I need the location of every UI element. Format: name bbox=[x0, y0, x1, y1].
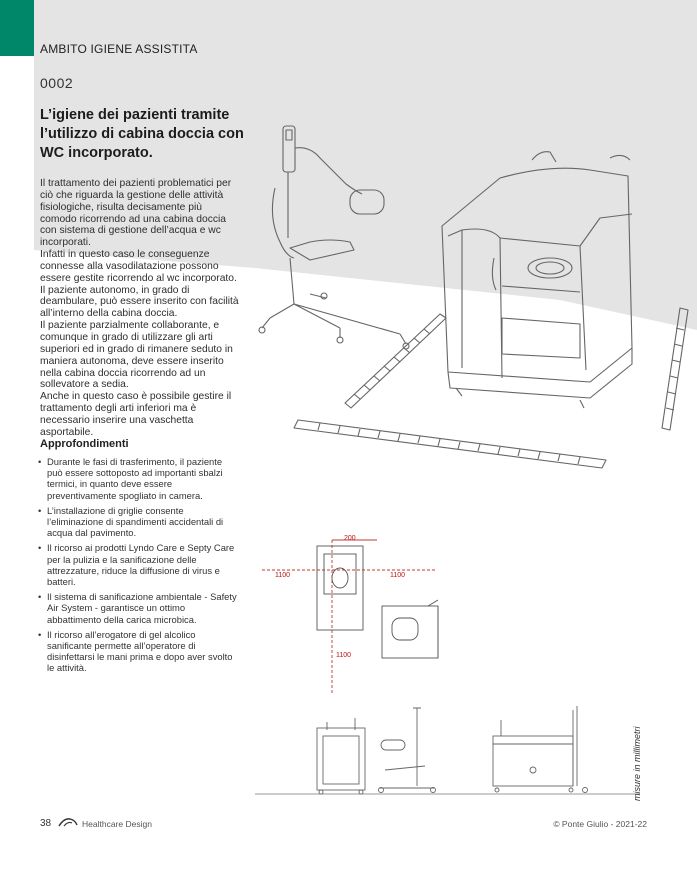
chair-lift-drawing bbox=[259, 126, 409, 349]
approfondimenti-list bbox=[38, 456, 238, 678]
elevation-drawings bbox=[255, 700, 645, 800]
dimension-right: 1100 bbox=[390, 572, 406, 579]
paragraph: Anche in questo caso è possibile gestire il trattamento degli arti inferiori ma è necessario inserire una vaschetta asportabile. bbox=[40, 391, 232, 438]
shower-cabin-drawing bbox=[442, 152, 632, 408]
section-label: AMBITO IGIENE ASSISTITA bbox=[40, 42, 198, 56]
drain-grid-left bbox=[345, 314, 446, 408]
floor-plan-drawing bbox=[262, 530, 452, 695]
list-item: • Il sistema di sanificazione ambientale - Safety Air System - garantisce un ottimo abbattimento della carica microbica. bbox=[38, 591, 237, 625]
list-item: • Il ricorso ai prodotti Lyndo Care e Septy Care per la pulizia e la sanificazione delle attrezzature, riduce la diffusione di virus e batteri. bbox=[38, 542, 235, 588]
paragraph: Il trattamento dei pazienti problematici per ciò che riguarda la gestione delle attività fisiologiche, risulta decisamente più comodo ricorrendo ad una cabina doccia con sistema di gestione dell’acqua e wc incorporati. bbox=[40, 178, 232, 249]
page-title: L’igiene dei pazienti tramite l’utilizzo di cabina doccia con WC incorporato. bbox=[40, 107, 244, 161]
main-text bbox=[40, 178, 240, 439]
paragraph: Il paziente autonomo, in grado di deambulare, può essere inserito con facilità all’interno della cabina doccia. bbox=[40, 284, 239, 320]
drain-grid-bottom bbox=[294, 420, 606, 468]
brand-logo-icon bbox=[58, 817, 78, 827]
section-color-tab bbox=[0, 0, 34, 56]
paragraph: Infatti in questo caso le conseguenze connesse alla vasodilatazione possono essere gestite ricorrendo al wc incorporato. bbox=[40, 249, 237, 284]
footer-copyright: © Ponte Giulio - 2021-22 bbox=[553, 819, 647, 829]
units-label: misure in millimetri bbox=[632, 726, 642, 801]
dimension-left: 1100 bbox=[275, 572, 291, 579]
paragraph: Il paziente parzialmente collaborante, e comunque in grado di utilizzare gli arti superiori ed in grado di rimanere seduto in maniera autonoma, deve essere inserito nella cabina doccia ricorrendo ad un sollevatore a sedia. bbox=[40, 320, 233, 391]
list-item: • Il ricorso all’erogatore di gel alcolico sanificante permette all’operatore di disinfettarsi le mani prima e dopo aver svolto le attività. bbox=[38, 628, 233, 674]
drain-grid-right bbox=[662, 308, 688, 430]
dimension-top: 200 bbox=[344, 535, 356, 542]
list-item: • Durante le fasi di trasferimento, il paziente può essere sottoposto ad importanti sbalzi termici, in quanto deve essere preventivamente spogliato in camera. bbox=[38, 456, 223, 501]
dimension-bottom: 1100 bbox=[336, 652, 352, 659]
page-number: 38 bbox=[40, 818, 52, 829]
list-item: • L’installazione di griglie consente l’eliminazione di spandimenti accidentali di acqua dal pavimento. bbox=[38, 504, 224, 539]
item-code: 0002 bbox=[40, 75, 74, 91]
shower-cabin-illustration bbox=[250, 118, 697, 478]
approfondimenti-heading: Approfondimenti bbox=[40, 438, 129, 450]
footer-brand: Healthcare Design bbox=[82, 819, 152, 829]
